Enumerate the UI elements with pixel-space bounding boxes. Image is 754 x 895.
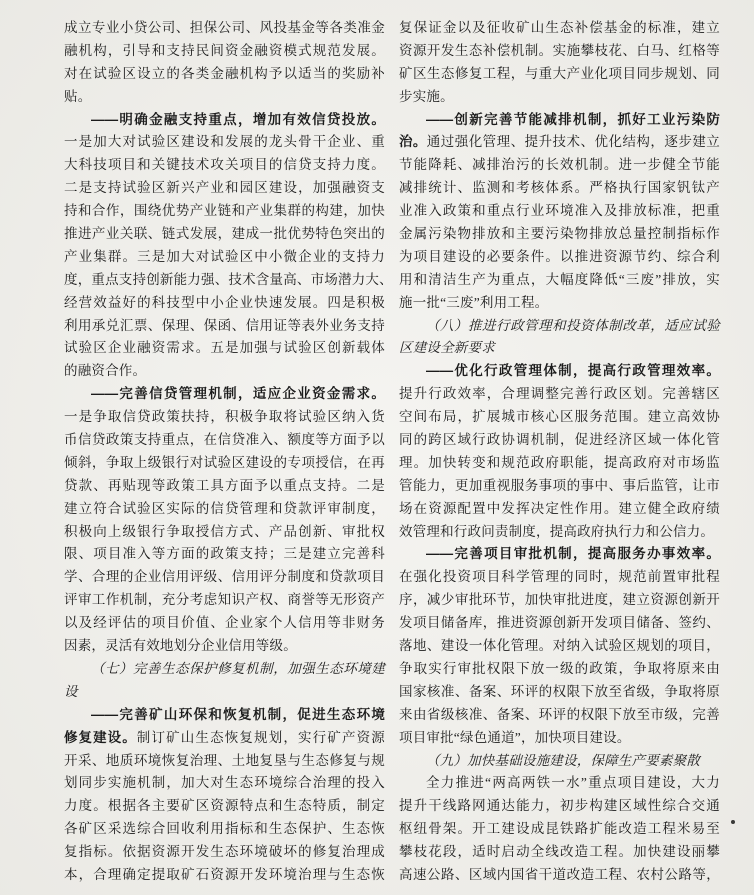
text-line	[64, 223, 385, 246]
text-line	[399, 841, 720, 864]
body-text: 制订矿山生态恢复规划，实行矿产资源	[136, 729, 386, 745]
body-text: 项目审批“绿色通道”，加快项目建设。	[399, 729, 631, 745]
text-line	[64, 360, 385, 383]
body-text: 对在试验区设立的各类金融机构予以适当的奖励补	[64, 65, 385, 81]
body-text: 大科技项目和关键技术攻关项目的信贷支持力度。	[64, 157, 385, 173]
text-line	[399, 131, 720, 154]
body-text: 场在资源配置中发挥决定性作用。建立健全政府绩	[399, 500, 720, 516]
body-text: 理。加快转变和规范政府职能，提高政府对市场监	[399, 454, 720, 470]
body-text: 各矿区采选综合回收利用指标和生态保护、生态恢	[64, 821, 385, 837]
body-text: 二是支持试验区新兴产业和园区建设，加强融资支	[64, 180, 385, 196]
text-line	[64, 429, 385, 452]
text-line	[399, 154, 720, 177]
text-line	[399, 681, 720, 704]
text-line	[399, 383, 720, 406]
body-text: 高速公路、区域内国省干道改造工程、农村公路等，	[399, 866, 720, 882]
bold-subheading-text: ——完善项目审批机制，提高服务办事效率。	[426, 546, 720, 562]
text-line	[399, 818, 720, 841]
body-text: 提升行政效率，合理调整完善行政区划。完善辖区	[399, 386, 720, 402]
text-line	[64, 337, 385, 360]
text-line	[64, 635, 385, 658]
body-text: 区建设全新要求	[399, 340, 495, 356]
body-text: 贷款、再贴现等政策工具方面予以重点支持。二是	[64, 477, 385, 493]
bold-subheading-text: ——优化行政管理体制，提高行政管理效率。	[426, 363, 720, 379]
text-line	[399, 864, 720, 887]
body-text: 限、项目准入等方面的政策支持；三是建立完善科	[64, 546, 385, 562]
text-line	[64, 452, 385, 475]
text-line	[64, 543, 385, 566]
text-line	[64, 383, 385, 406]
body-text: 因素，灵活有效地划分企业信用等级。	[64, 638, 297, 654]
body-text: 建立符合试验区实际的信贷管理和贷款评审制度，	[64, 500, 385, 516]
text-line	[399, 200, 720, 223]
body-text: 用和清洁生产为重点，大幅度降低“三废”排放，实	[399, 271, 720, 287]
body-text: 同的跨区域行政协调机制，促进经济区域一体化管	[399, 432, 720, 448]
text-line	[64, 475, 385, 498]
text-line	[399, 658, 720, 681]
body-text: 落地、建设一体化管理。对纳入试验区规划的项目，	[399, 638, 720, 654]
body-text: 开采、地质环境恢复治理、土地复垦与生态修复与规	[64, 752, 385, 768]
body-text: 复保证金以及征收矿山生态补偿基金的标准，建立	[399, 20, 720, 35]
body-text: 产业集群。三是加大对试验区中小微企业的支持力	[64, 248, 385, 264]
body-text: 力度。根据各主要矿区资源特点和生态特质，制定	[64, 798, 385, 814]
section-heading-line	[399, 315, 720, 338]
text-line	[64, 841, 385, 864]
text-line	[399, 727, 720, 750]
text-line	[399, 63, 720, 86]
text-line	[399, 406, 720, 429]
body-text: 为项目建设的必要条件。以推进资源节约、综合利	[399, 248, 720, 264]
text-line	[399, 360, 720, 383]
text-line	[399, 795, 720, 818]
text-line	[399, 452, 720, 475]
body-text: 攀枝花段，适时启动全线改造工程。加快建设丽攀	[399, 844, 720, 860]
body-text: 持和合作，围绕优势产业链和产业集群的构建，加快	[64, 203, 385, 219]
text-line	[399, 269, 720, 292]
text-line	[64, 40, 385, 63]
bold-subheading-text: 治。	[399, 134, 427, 150]
text-line	[399, 292, 720, 315]
body-text: 减排统计、监测和考核体系。严格执行国家钒钛产	[399, 180, 720, 196]
text-line	[64, 795, 385, 818]
bold-subheading-text: ——创新完善节能减排机制，抓好工业污染防	[426, 111, 720, 127]
text-line	[64, 406, 385, 429]
body-text: 试验区企业融资需求。五是加强与试验区创新载体	[64, 340, 385, 356]
text-line	[399, 635, 720, 658]
body-text: 金属污染物排放和主要污染物排放总量控制指标作	[399, 226, 720, 242]
text-line	[64, 131, 385, 154]
body-text: 以及经评估的项目价值、企业家个人信用等非财务	[64, 615, 385, 631]
body-text: 空间布局，扩展城市核心区服务范围。建立高效协	[399, 409, 720, 425]
body-text: 施一批“三废”利用工程。	[399, 294, 549, 310]
text-line	[399, 543, 720, 566]
body-text: 发项目储备库，推进资源创新开发项目储备、签约、	[399, 615, 720, 631]
text-line	[64, 498, 385, 521]
bold-subheading-text: 修复建设。	[64, 729, 137, 745]
body-text: 本，合理确定提取矿石资源开发环境治理与生态恢	[64, 866, 385, 882]
body-text: 通过强化管理、提升技术、优化结构，逐步建立	[426, 134, 721, 150]
text-line	[399, 109, 720, 132]
body-text: 一是加大对试验区建设和发展的龙头骨干企业、重	[64, 134, 385, 150]
body-text: 国家核准、备案、环评的权限下放至省级，争取将原	[399, 683, 720, 699]
text-line	[64, 772, 385, 795]
text-line	[64, 177, 385, 200]
body-text: 融机构，引导和支持民间资金融资模式规范发展。	[64, 42, 385, 58]
text-line	[399, 589, 720, 612]
body-text: 节能降耗、减排治污的长效机制。进一步健全节能	[399, 157, 720, 173]
body-text: 管能力，更加重视服务事项的事中、事后监管，让市	[399, 477, 720, 493]
body-text: 步实施。	[399, 88, 454, 104]
text-line	[64, 612, 385, 635]
text-line	[64, 86, 385, 109]
text-line	[64, 521, 385, 544]
body-text: （七）完善生态保护修复机制，加强生态环境建	[91, 660, 385, 676]
text-column-right	[399, 17, 720, 887]
body-text: （九）加快基础设施建设，保障生产要素聚散	[426, 752, 700, 768]
text-line	[64, 63, 385, 86]
body-text: 币信贷政策支持重点，在信贷准入、额度等方面予以	[64, 432, 385, 448]
text-line	[64, 17, 385, 40]
text-line	[399, 429, 720, 452]
body-text: 业准入政策和重点行业环境准入及排放标准，把重	[399, 203, 720, 219]
text-line	[399, 772, 720, 795]
text-line	[64, 315, 385, 338]
body-text: 度，重点支持创新能力强、技术含量高、市场潜力大、	[64, 271, 393, 287]
text-line	[399, 566, 720, 589]
body-text: 积极向上级银行争取授信方式、产品创新、审批权	[64, 523, 385, 539]
text-line	[399, 223, 720, 246]
text-line	[399, 177, 720, 200]
text-line	[399, 704, 720, 727]
text-line	[64, 292, 385, 315]
bold-subheading-text: ——完善信贷管理机制，适应企业资金需求。	[91, 386, 385, 402]
text-line	[64, 818, 385, 841]
bold-subheading-text: ——完善矿山环保和恢复机制，促进生态环境	[91, 706, 385, 722]
body-text: 贴。	[64, 88, 92, 104]
body-text: 推进产业关联、链式发展，建成一批优势特色突出的	[64, 226, 385, 242]
body-text: 成立专业小贷公司、担保公司、风投基金等各类准金	[64, 20, 385, 35]
body-text: 争取实行审批权限下放一级的政策，争取将原来由	[399, 660, 720, 676]
body-text: 经营效益好的科技型中小企业快速发展。四是积极	[64, 294, 385, 310]
body-text: （八）推进行政管理和投资体制改革，适应试验	[426, 317, 720, 333]
text-line	[64, 589, 385, 612]
body-text: 复指标。依据资源开发生态环境破坏的修复治理成	[64, 844, 385, 860]
text-line	[399, 246, 720, 269]
text-line	[399, 17, 720, 40]
bold-subheading-text: ——明确金融支持重点，增加有效信贷投放。	[91, 111, 385, 127]
body-text: 倾斜，争取上级银行对试验区建设的专项授信，在再	[64, 454, 385, 470]
text-line	[64, 750, 385, 773]
section-heading-line	[64, 658, 385, 681]
text-line	[64, 200, 385, 223]
text-line	[399, 40, 720, 63]
scan-speck	[731, 820, 735, 824]
body-text: 在强化投资项目科学管理的同时，规范前置审批程	[399, 569, 720, 585]
body-text: 的融资合作。	[64, 363, 147, 379]
text-line	[64, 109, 385, 132]
body-text: 来由省级核准、备案、环评的权限下放至市级，完善	[399, 706, 720, 722]
body-text: 设	[64, 683, 78, 699]
text-line	[64, 246, 385, 269]
text-line	[399, 475, 720, 498]
text-line	[399, 498, 720, 521]
body-text: 一是争取信贷政策扶持，积极争取将试验区纳入货	[64, 409, 385, 425]
body-text: 利用承兑汇票、保理、保函、信用证等表外业务支持	[64, 317, 385, 333]
body-text: 矿区生态修复工程，与重大产业化项目同步规划、同	[399, 65, 720, 81]
body-text: 资源开发生态补偿机制。实施攀枝花、白马、红格等	[399, 42, 720, 58]
text-column-left	[64, 17, 393, 887]
body-text: 效管理和行政问责制度，提高政府执行力和公信力。	[399, 523, 715, 539]
text-line	[399, 612, 720, 635]
body-text: 提升干线路网通达能力，初步构建区域性综合交通	[399, 798, 720, 814]
text-line	[64, 154, 385, 177]
text-line	[64, 566, 385, 589]
body-text: 划同步实施机制，加大对生态环境综合治理的投入	[64, 775, 385, 791]
text-line	[399, 86, 720, 109]
body-text: 序，减少审批环节，加快审批进度，建立资源创新开	[399, 592, 720, 608]
body-text: 枢纽骨架。开工建设成昆铁路扩能改造工程米易至	[399, 821, 720, 837]
text-line	[64, 269, 393, 292]
body-text: 评审工作机制，充分考虑知识产权、商誉等无形资产	[64, 592, 385, 608]
body-text: 全力推进“两高两铁一水”重点项目建设，大力	[426, 775, 720, 791]
text-line	[64, 864, 385, 887]
text-line	[64, 727, 385, 750]
body-text: 学、合理的企业信用评级、信用评分制度和贷款项目	[64, 569, 385, 585]
section-heading-line	[64, 681, 385, 704]
section-heading-line	[399, 337, 720, 360]
text-line	[399, 521, 720, 544]
text-line	[64, 704, 385, 727]
section-heading-line	[399, 750, 720, 773]
